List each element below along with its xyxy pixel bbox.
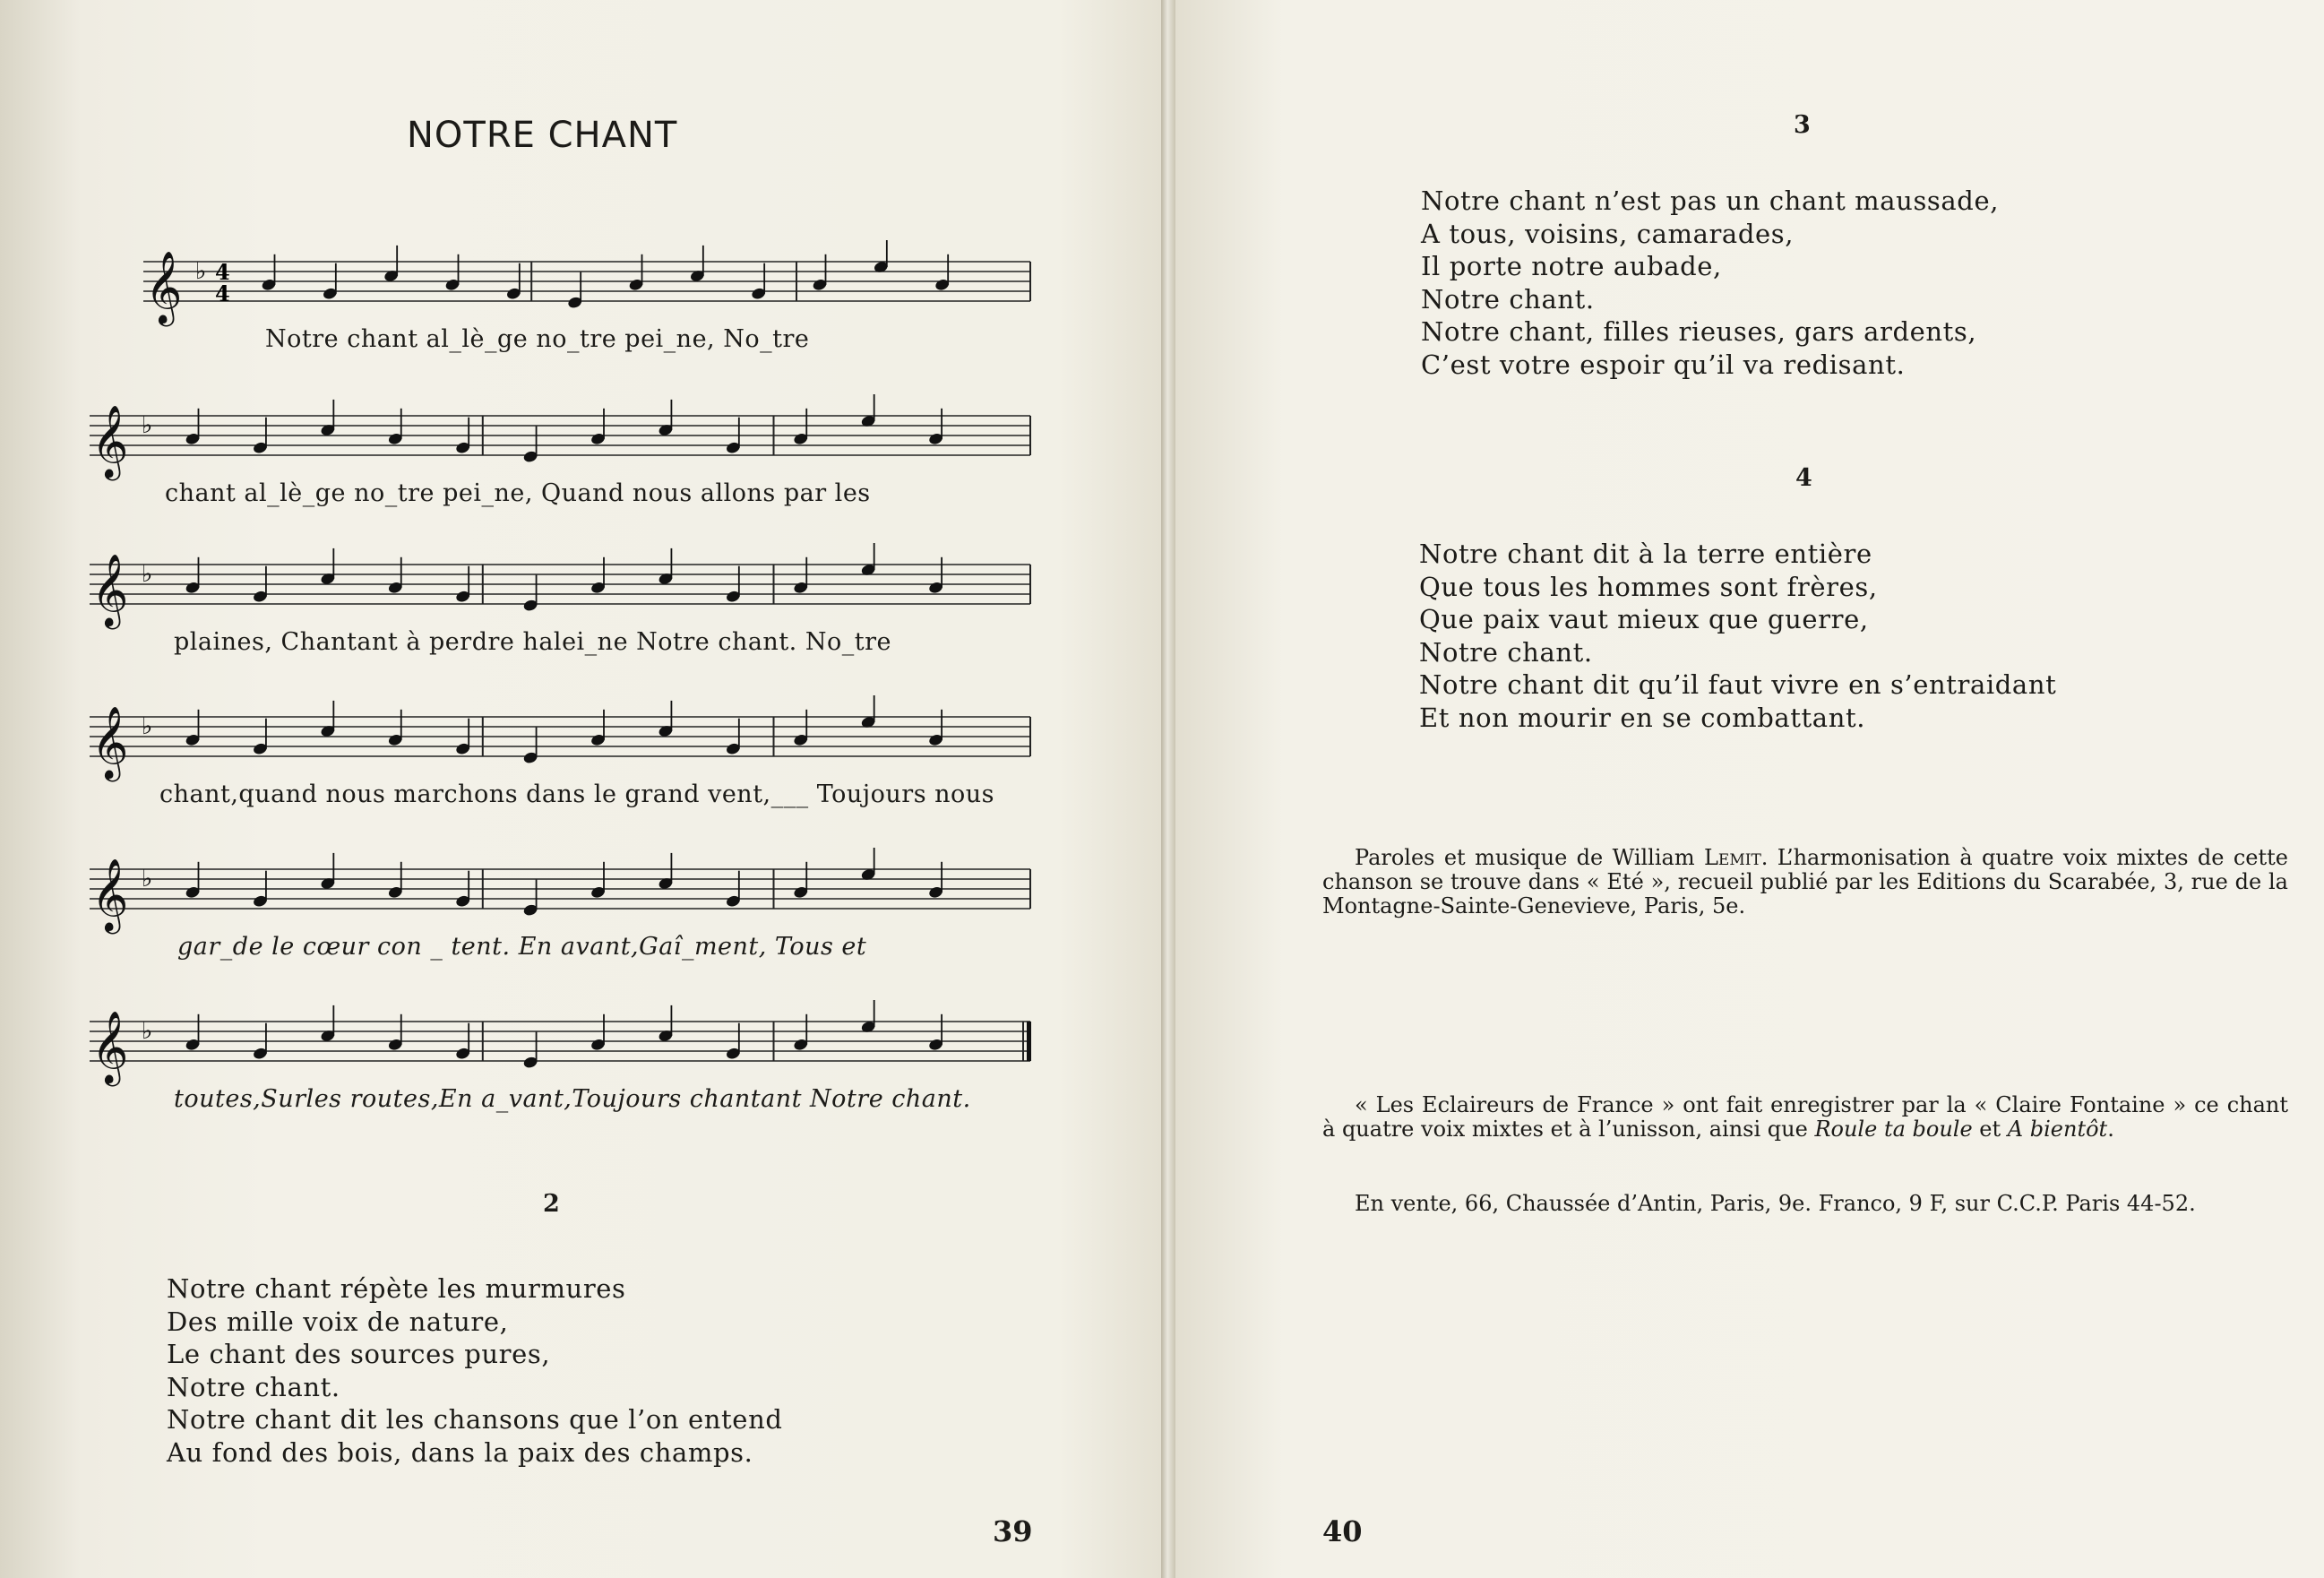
- page-number: 40: [1322, 1514, 1363, 1548]
- lyric-line: chant al_lè_ge no_tre pei_ne, Quand nous allons par les: [165, 479, 871, 507]
- music-system-1: [0, 240, 1161, 392]
- music-staff: [0, 1000, 1161, 1090]
- verse-4: [1419, 538, 2056, 734]
- recording-text: et: [1972, 1117, 2008, 1142]
- verse-line: Notre chant.: [1419, 636, 1593, 668]
- sale-paragraph: En vente, 66, Chaussée d’Antin, Paris, 9e. Franco, 9 F, sur C.C.P. Paris 44-52.: [1355, 1191, 2196, 1216]
- verse-number: 4: [1795, 464, 1812, 492]
- verse-line: Notre chant.: [167, 1371, 340, 1402]
- verse-number: 2: [543, 1190, 560, 1218]
- lyric-line: plaines, Chantant à perdre halei_ne Notre chant. No_tre: [174, 628, 891, 656]
- verse-line: Notre chant.: [1421, 283, 1595, 315]
- music-system-6: [0, 1000, 1161, 1152]
- recording-text: « Les Eclaireurs de France » ont fait enregistrer par la « Claire Fontaine » ce chant à quatre voix mixtes et à l’unisson, ainsi que: [1322, 1092, 2288, 1142]
- verse-line: Et non mourir en se combattant.: [1419, 702, 1866, 733]
- recording-paragraph: [1322, 1093, 2288, 1142]
- verse-line: Que paix vaut mieux que guerre,: [1419, 604, 1869, 634]
- page-number: 39: [993, 1514, 1033, 1548]
- lyric-line: Notre chant al_lè_ge no_tre pei_ne, No_tre: [265, 325, 810, 353]
- author-surname: Lemit: [1703, 845, 1761, 870]
- music-staff: [0, 240, 1161, 330]
- music-system-5: [0, 848, 1161, 1000]
- music-system-3: [0, 543, 1161, 695]
- verse-line: C’est votre espoir qu’il va redisant.: [1421, 349, 1906, 380]
- left-page: [0, 0, 1161, 1578]
- verse-line: Notre chant, filles rieuses, gars ardents,: [1421, 316, 1977, 347]
- verse-line: Le chant des sources pures,: [167, 1339, 551, 1369]
- time-signature-icon: 4: [215, 280, 230, 306]
- flat-icon: ♭: [195, 258, 207, 285]
- lyric-line: toutes,Surles routes,En a_vant,Toujours chantant Notre chant.: [174, 1085, 971, 1113]
- flat-icon: ♭: [142, 866, 153, 892]
- verse-line: Notre chant dit les chansons que l’on entend: [167, 1404, 783, 1435]
- verse-3: [1421, 185, 1999, 381]
- flat-icon: ♭: [142, 1018, 153, 1045]
- song-title-reference: Roule ta boule: [1814, 1117, 1973, 1142]
- verse-line: Notre chant dit qu’il faut vivre en s’entraidant: [1419, 669, 2057, 700]
- lyric-line: chant,quand nous marchons dans le grand vent,___ Toujours nous: [159, 780, 995, 808]
- music-staff: [0, 848, 1161, 937]
- lyric-line: gar_de le cœur con _ tent. En avant,Gaî_ment, Tous et: [177, 933, 867, 961]
- credits-paragraph: [1322, 846, 2288, 918]
- verse-line: Au fond des bois, dans la paix des champs.: [167, 1436, 753, 1468]
- verse-line: Notre chant répète les murmures: [167, 1273, 626, 1304]
- recording-text: .: [2107, 1117, 2114, 1142]
- song-title: NOTRE CHANT: [407, 115, 678, 156]
- credits-text: Paroles et musique de William: [1355, 845, 1704, 870]
- credits-text: . L’harmonisation à quatre voix mixtes de cette chanson se trouve dans « Eté », recueil publié par les Editions du Scarabée, 3, rue de la Montagne-Sainte-Genevieve, Paris, 5e.: [1322, 845, 2288, 918]
- right-page: [1175, 0, 2324, 1578]
- treble-clef-icon: 𝄞: [91, 858, 129, 931]
- music-staff: [0, 543, 1161, 633]
- music-staff: [0, 695, 1161, 785]
- music-system-4: [0, 695, 1161, 848]
- treble-clef-icon: 𝄞: [91, 705, 129, 779]
- verse-line: A tous, voisins, camarades,: [1421, 218, 1795, 249]
- flat-icon: ♭: [142, 561, 153, 588]
- treble-clef-icon: 𝄞: [91, 553, 129, 626]
- verse-line: Notre chant dit à la terre entière: [1419, 539, 1872, 569]
- music-system-2: [0, 394, 1161, 547]
- time-signature-icon: 4: [215, 259, 230, 285]
- music-staff: [0, 394, 1161, 484]
- verse-line: Des mille voix de nature,: [167, 1306, 509, 1337]
- verse-line: Notre chant n’est pas un chant maussade,: [1421, 185, 2000, 216]
- treble-clef-icon: 𝄞: [91, 404, 129, 478]
- verse-number: 3: [1794, 111, 1811, 139]
- treble-clef-icon: 𝄞: [91, 1010, 129, 1083]
- flat-icon: ♭: [142, 412, 153, 439]
- verse-line: Que tous les hommes sont frères,: [1419, 571, 1878, 602]
- verse-2: [167, 1272, 783, 1469]
- verse-line: Il porte notre aubade,: [1421, 251, 1722, 281]
- final-bar: [1027, 1022, 1031, 1061]
- flat-icon: ♭: [142, 713, 153, 740]
- book-gutter: [1161, 0, 1175, 1578]
- treble-clef-icon: 𝄞: [145, 250, 183, 323]
- song-title-reference: A bientôt: [2007, 1117, 2108, 1142]
